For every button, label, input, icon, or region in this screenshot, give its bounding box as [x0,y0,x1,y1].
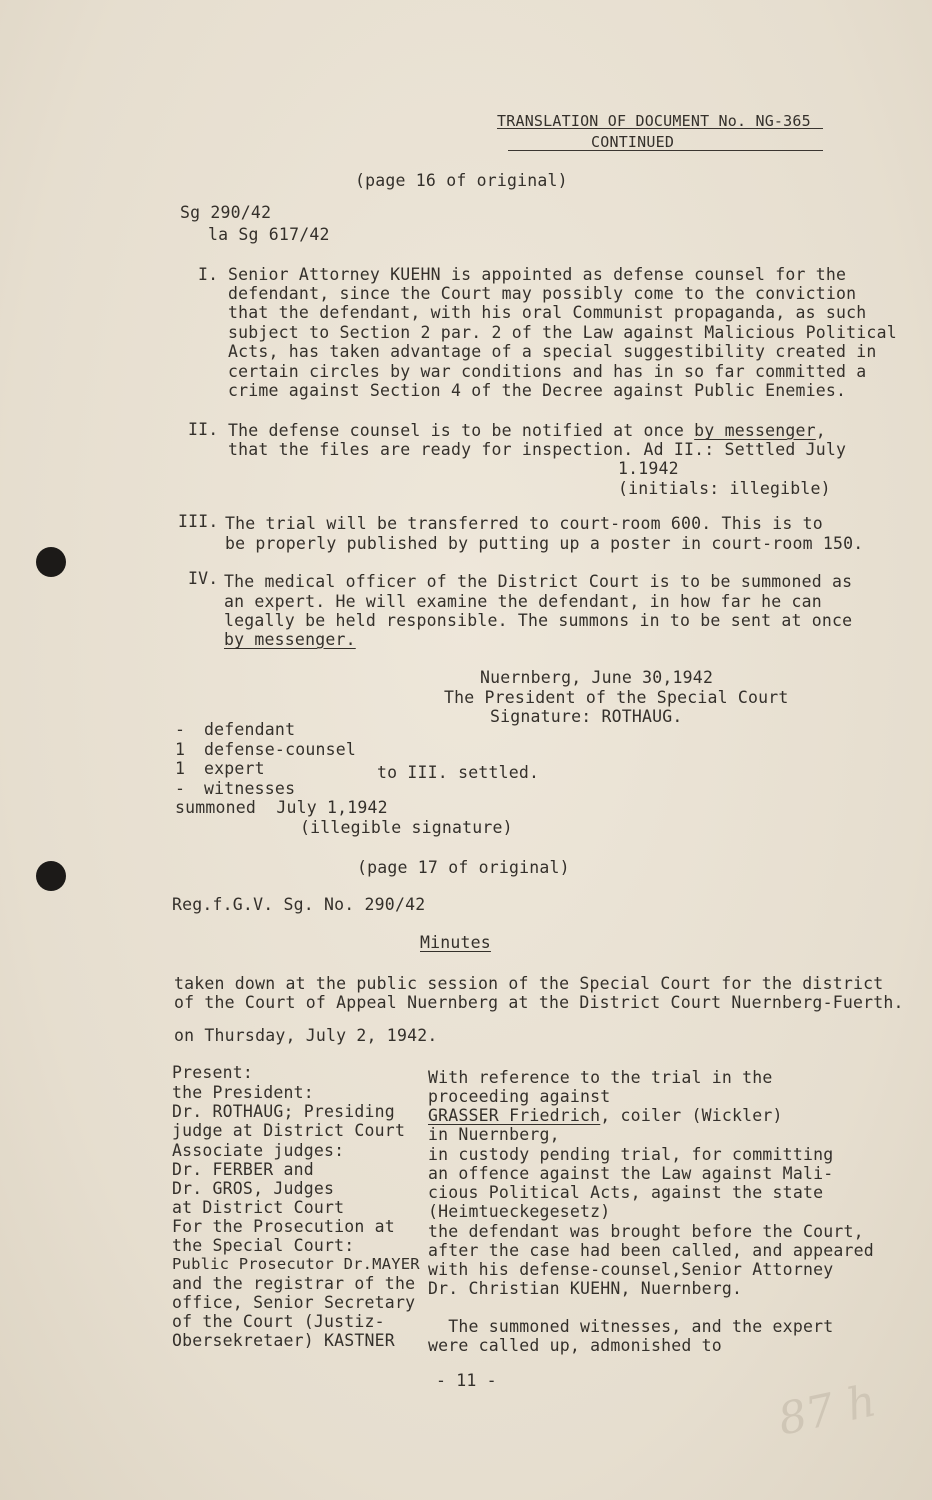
proceeding-line: With reference to the trial in the [428,1068,773,1087]
defendant-name: GRASSER Friedrich [428,1106,601,1125]
proceeding-line: an offence against the Law against Mali- [428,1164,834,1183]
para2-line1-end: , [815,421,826,440]
minutes-title: Minutes [420,933,491,952]
present-line: Associate judges: [172,1141,345,1160]
proceeding-line: in Nuernberg, [428,1125,560,1144]
page-marker-17: (page 17 of original) [357,858,570,877]
header-rule-bottom [508,150,823,151]
summons-count: 1 [175,759,186,778]
present-line: Obersekretaer) KASTNER [172,1331,395,1350]
present-line: Public Prosecutor Dr.MAYER [172,1255,420,1273]
present-line: at District Court [172,1198,345,1217]
summons-count: - [175,779,186,798]
punch-hole [36,547,66,577]
para1-line: subject to Section 2 par. 2 of the Law against Malicious Political [228,323,897,342]
header-title: TRANSLATION OF DOCUMENT No. NG-365 [497,112,811,130]
para3-number: III. [178,512,219,531]
summons-label: defense-counsel [204,740,357,759]
para1-line: Acts, has taken advantage of a special suggestibility created in [228,342,877,361]
minutes-intro-line: taken down at the public session of the Special Court for the district [174,974,884,993]
proceeding-line: were called up, admonished to [428,1336,722,1355]
proceeding-line: cious Political Acts, against the state [428,1183,824,1202]
header-continued: CONTINUED [591,133,675,151]
present-line: and the registrar of the [172,1274,416,1293]
present-line: the Special Court: [172,1236,355,1255]
signature-signed: Signature: ROTHAUG. [490,707,683,726]
summons-label: witnesses [204,779,296,798]
para4-messenger-underlined: by messenger. [224,630,356,649]
para1-line: that the defendant, with his oral Communist propaganda, as such [228,303,867,322]
para4-line: an expert. He will examine the defendant, in how far he can [224,592,822,611]
para2-line1-text: The defense counsel is to be notified at once [228,421,695,440]
session-date: on Thursday, July 2, 1942. [174,1026,438,1045]
header-rule-top [497,128,823,129]
reference-2: la Sg 617/42 [208,225,330,244]
para3-line: The trial will be transferred to court-room 600. This is to [225,514,823,533]
summons-label: expert [204,759,265,778]
signature-office: The President of the Special Court [444,688,789,707]
messenger-underlined: by messenger [694,421,816,440]
para4-number: IV. [188,569,219,588]
proceeding-line: The summoned witnesses, and the expert [428,1317,834,1336]
proceeding-line: with his defense-counsel,Senior Attorney [428,1260,834,1279]
para4-line: legally be held responsible. The summons in to be sent at once [224,611,853,630]
defendant-occupation: , coiler (Wickler) [600,1106,783,1125]
punch-hole [36,861,66,891]
para1-line: crime against Section 4 of the Decree against Public Enemies. [228,381,847,400]
para1-line: Senior Attorney KUEHN is appointed as defense counsel for the [228,265,847,284]
summons-signature: (illegible signature) [300,818,513,837]
para2-initials: (initials: illegible) [618,479,831,498]
registry-number: Reg.f.G.V. Sg. No. 290/42 [172,895,426,914]
margin-handwritten-note: 87 h [773,1375,881,1446]
para2-settled-date: 1.1942 [618,459,679,478]
present-line: judge at District Court [172,1121,406,1140]
reference-1: Sg 290/42 [180,203,272,222]
present-line: of the Court (Justiz- [172,1312,385,1331]
proceeding-line: (Heimtueckegesetz) [428,1202,611,1221]
summons-count: 1 [175,740,186,759]
present-line: Dr. ROTHAUG; Presiding [172,1102,395,1121]
proceeding-line: after the case had been called, and appeared [428,1241,874,1260]
para4-line: The medical officer of the District Court is to be summoned as [224,572,853,591]
present-line: the President: [172,1083,314,1102]
summons-label: defendant [204,720,296,739]
page-number: - 11 - [436,1371,497,1390]
page-marker-16: (page 16 of original) [355,171,568,190]
para1-number: I. [198,265,219,284]
present-line: office, Senior Secretary [172,1293,416,1312]
para1-line: defendant, since the Court may possibly come to the conviction [228,284,857,303]
para2-number: II. [188,420,219,439]
present-line: Dr. GROS, Judges [172,1179,335,1198]
signature-place-date: Nuernberg, June 30,1942 [480,668,714,687]
proceeding-line: Dr. Christian KUEHN, Nuernberg. [428,1279,743,1298]
para2-line1 [228,421,826,441]
proceeding-line: in custody pending trial, for committing [428,1145,834,1164]
para1-line: certain circles by war conditions and has in so far committed a [228,362,867,381]
summons-count: - [175,720,186,739]
present-line: Present: [172,1063,254,1082]
defendant-line [428,1106,783,1126]
para3-line: be properly published by putting up a poster in court-room 150. [225,534,864,553]
present-line: For the Prosecution at [172,1217,395,1236]
present-line: Dr. FERBER and [172,1160,314,1179]
summons-date: summoned July 1,1942 [175,798,388,817]
summons-settled: to III. settled. [377,763,540,782]
proceeding-line: the defendant was brought before the Court, [428,1222,864,1241]
para2-line: that the files are ready for inspection. Ad II.: Settled July [228,440,847,459]
minutes-intro-line: of the Court of Appeal Nuernberg at the District Court Nuernberg-Fuerth. [174,993,904,1012]
proceeding-line: proceeding against [428,1087,611,1106]
